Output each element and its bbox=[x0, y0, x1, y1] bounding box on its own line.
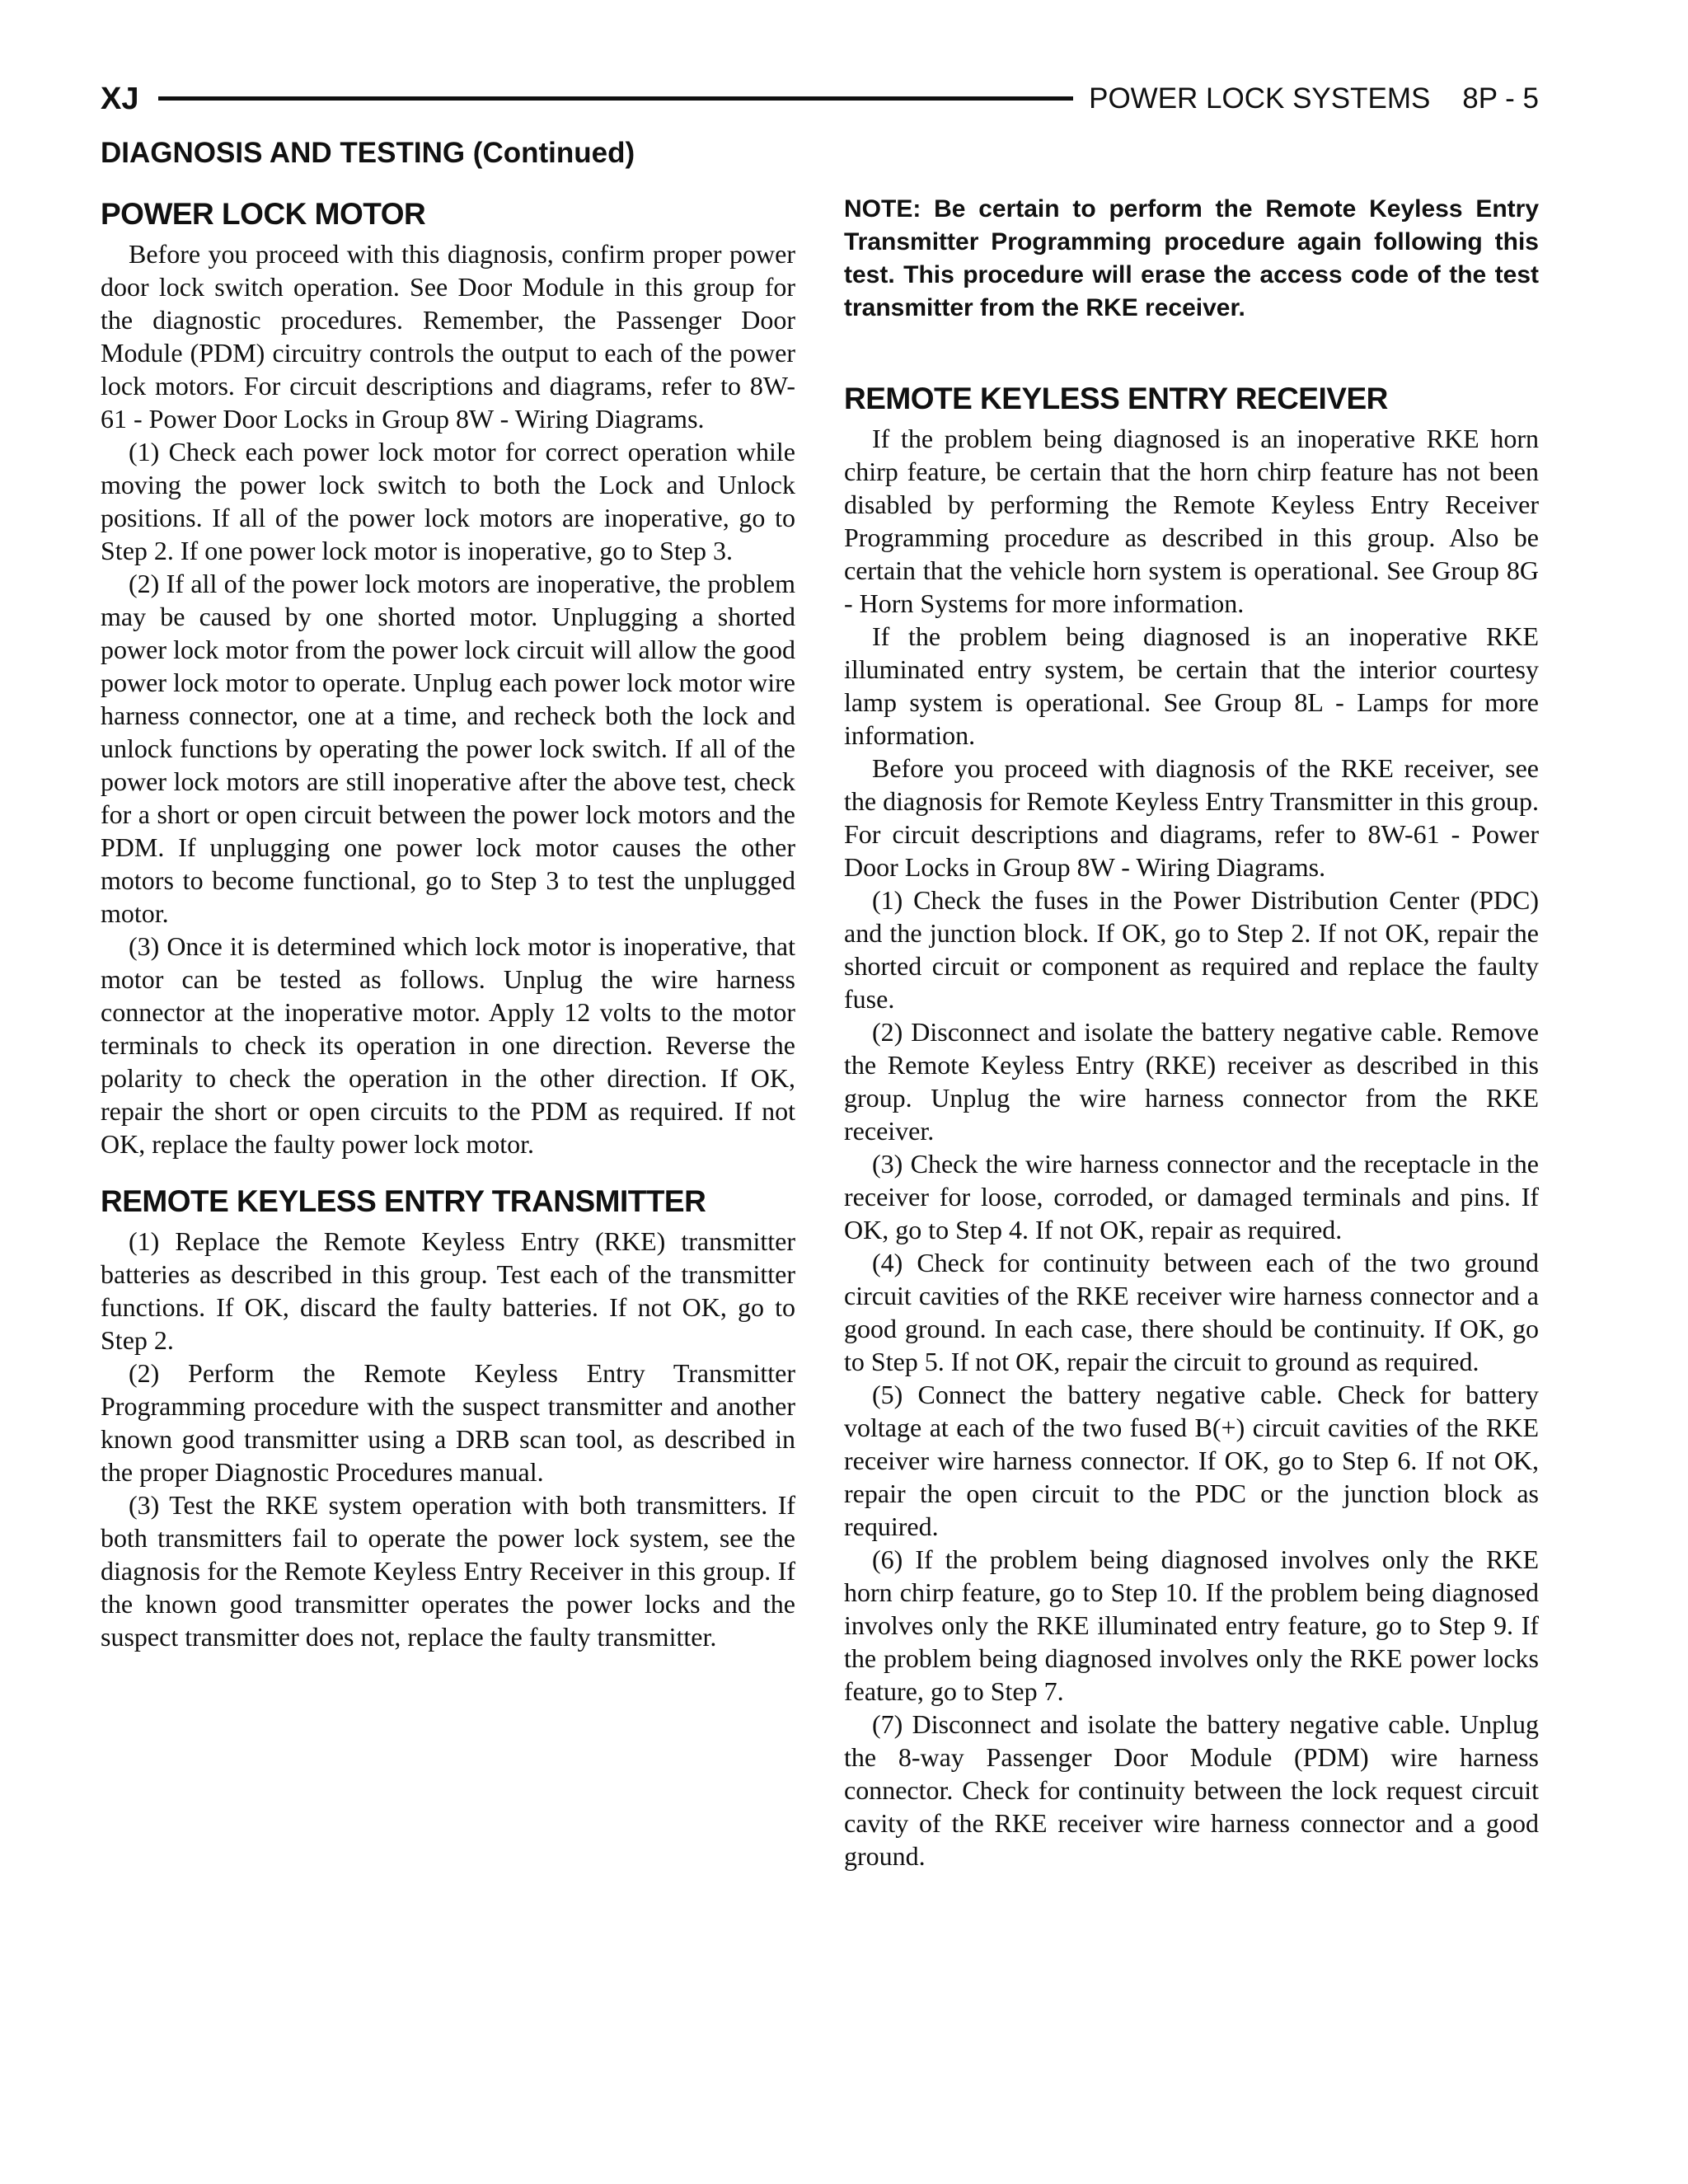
step-paragraph: (1) Check each power lock motor for correct operation while moving the power lock switch to both the Lock and Unlock positions. If all of the power lock motors are inoperative, go to Step 2. If one power lock motor is inoperative, go to Step 3. bbox=[101, 437, 795, 565]
step-paragraph: (5) Connect the battery negative cable. Check for battery voltage at each of the two fused B(+) circuit cavities of the RKE receiver wire harness connector. If OK, go to Step 6. If not OK, repair the open circuit to the PDC or the junction block as required. bbox=[844, 1380, 1539, 1541]
step-paragraph: (6) If the problem being diagnosed involves only the RKE horn chirp feature, go to Step 10. If the problem being diagnosed involves only the RKE illuminated entry feature, go to Step 9. If the problem being diagnosed involves only the RKE power locks feature, go to Step 7. bbox=[844, 1544, 1539, 1706]
left-column bbox=[101, 191, 795, 1653]
step-paragraph: (2) Perform the Remote Keyless Entry Transmitter Programming procedure with the suspect transmitter and another known good transmitter using a DRB scan tool, as described in the proper Diagnostic Procedures manual. bbox=[101, 1358, 795, 1487]
step-paragraph: (4) Check for continuity between each of the two ground circuit cavities of the RKE receiver wire harness connector and a good ground. In each case, there should be continuity. If OK, go to Step 5. If not OK, repair the circuit to ground as required. bbox=[844, 1248, 1539, 1376]
page-header bbox=[101, 78, 1539, 120]
header-rule bbox=[158, 96, 1073, 101]
paragraph: Before you proceed with diagnosis of the RKE receiver, see the diagnosis for Remote Keyless Entry Transmitter in this group. For circuit descriptions and diagrams, refer to 8W-61 - Power Door Locks in Group 8W - Wiring Diagrams. bbox=[844, 753, 1539, 882]
step-paragraph: (3) Check the wire harness connector and the receptacle in the receiver for loose, corroded, or damaged terminals and pins. If OK, go to Step 4. If not OK, repair as required. bbox=[844, 1149, 1539, 1244]
main-heading: DIAGNOSIS AND TESTING (Continued) bbox=[101, 137, 635, 169]
step-paragraph: (2) If all of the power lock motors are inoperative, the problem may be caused by one shorted motor. Unplugging a shorted power lock motor from the power lock circuit will allow the good power lock motor to operate. Unplug each power lock motor wire harness connector, one at a time, and recheck both the lock and unlock functions by operating the power lock switch. If all of the power lock motors are still inoperative after the above test, check for a short or open circuit between the power lock motors and the PDM. If unplugging one power lock motor causes the other motors to become functional, go to Step 3 to test the unplugged motor. bbox=[101, 569, 795, 928]
note-paragraph: NOTE: Be certain to perform the Remote Keyless Entry Transmitter Programming procedure again following this test. This procedure will erase the access code of the test transmitter from the RKE receiver. bbox=[844, 195, 1539, 321]
header-section-page: POWER LOCK SYSTEMS 8P - 5 bbox=[1089, 82, 1539, 115]
paragraph: If the problem being diagnosed is an inoperative RKE illuminated entry system, be certain that the interior courtesy lamp system is operational. See Group 8L - Lamps for more information. bbox=[844, 621, 1539, 750]
paragraph: Before you proceed with this diagnosis, confirm proper power door lock switch operation. See Door Module in this group for the diagnostic procedures. Remember, the Passenger Door Module (PDM) circuitry controls the output to each of the power lock motors. For circuit descriptions and diagrams, refer to 8W-61 - Power Door Locks in Group 8W - Wiring Diagrams. bbox=[101, 239, 795, 434]
step-paragraph: (1) Replace the Remote Keyless Entry (RKE) transmitter batteries as described in this group. Test each of the transmitter functions. If OK, discard the faulty batteries. If not OK, go to Step 2. bbox=[101, 1226, 795, 1355]
step-paragraph: (3) Test the RKE system operation with both transmitters. If both transmitters fail to operate the power lock system, see the diagnosis for the Remote Keyless Entry Receiver in this group. If the known good transmitter operates the power locks and the suspect transmitter does not, replace the faulty transmitter. bbox=[101, 1490, 795, 1652]
section-spacer bbox=[844, 325, 1539, 376]
section-title-rke-transmitter: REMOTE KEYLESS ENTRY TRANSMITTER bbox=[101, 1184, 706, 1218]
section-title-rke-receiver: REMOTE KEYLESS ENTRY RECEIVER bbox=[844, 382, 1388, 415]
paragraph: If the problem being diagnosed is an inoperative RKE horn chirp feature, be certain that the horn chirp feature has not been disabled by performing the Remote Keyless Entry Receiver Programming procedure as described in this group. Also be certain that the vehicle horn system is operational. See Group 8G - Horn Systems for more information. bbox=[844, 424, 1539, 618]
step-paragraph: (7) Disconnect and isolate the battery negative cable. Unplug the 8-way Passenger Door Module (PDM) wire harness connector. Check for continuity between the lock request circuit cavity of the RKE receiver wire harness connector and a good ground. bbox=[844, 1709, 1539, 1871]
step-paragraph: (1) Check the fuses in the Power Distribution Center (PDC) and the junction block. If OK, go to Step 2. If not OK, repair the shorted circuit or component as required and replace the faulty fuse. bbox=[844, 885, 1539, 1014]
section-spacer bbox=[101, 1160, 795, 1179]
header-vehicle-code: XJ bbox=[101, 82, 139, 116]
step-paragraph: (2) Disconnect and isolate the battery negative cable. Remove the Remote Keyless Entry (RKE) receiver as described in this group. Unplug the wire harness connector from the RKE receiver. bbox=[844, 1017, 1539, 1146]
section-title-power-lock-motor: POWER LOCK MOTOR bbox=[101, 197, 426, 231]
right-column bbox=[844, 191, 1539, 1872]
step-paragraph: (3) Once it is determined which lock motor is inoperative, that motor can be tested as follows. Unplug the wire harness connector at the inoperative motor. Apply 12 volts to the motor terminals to check its operation in one direction. Reverse the polarity to check the operation in the other direction. If OK, repair the short or open circuits to the PDM as required. If not OK, replace the faulty power lock motor. bbox=[101, 931, 795, 1159]
